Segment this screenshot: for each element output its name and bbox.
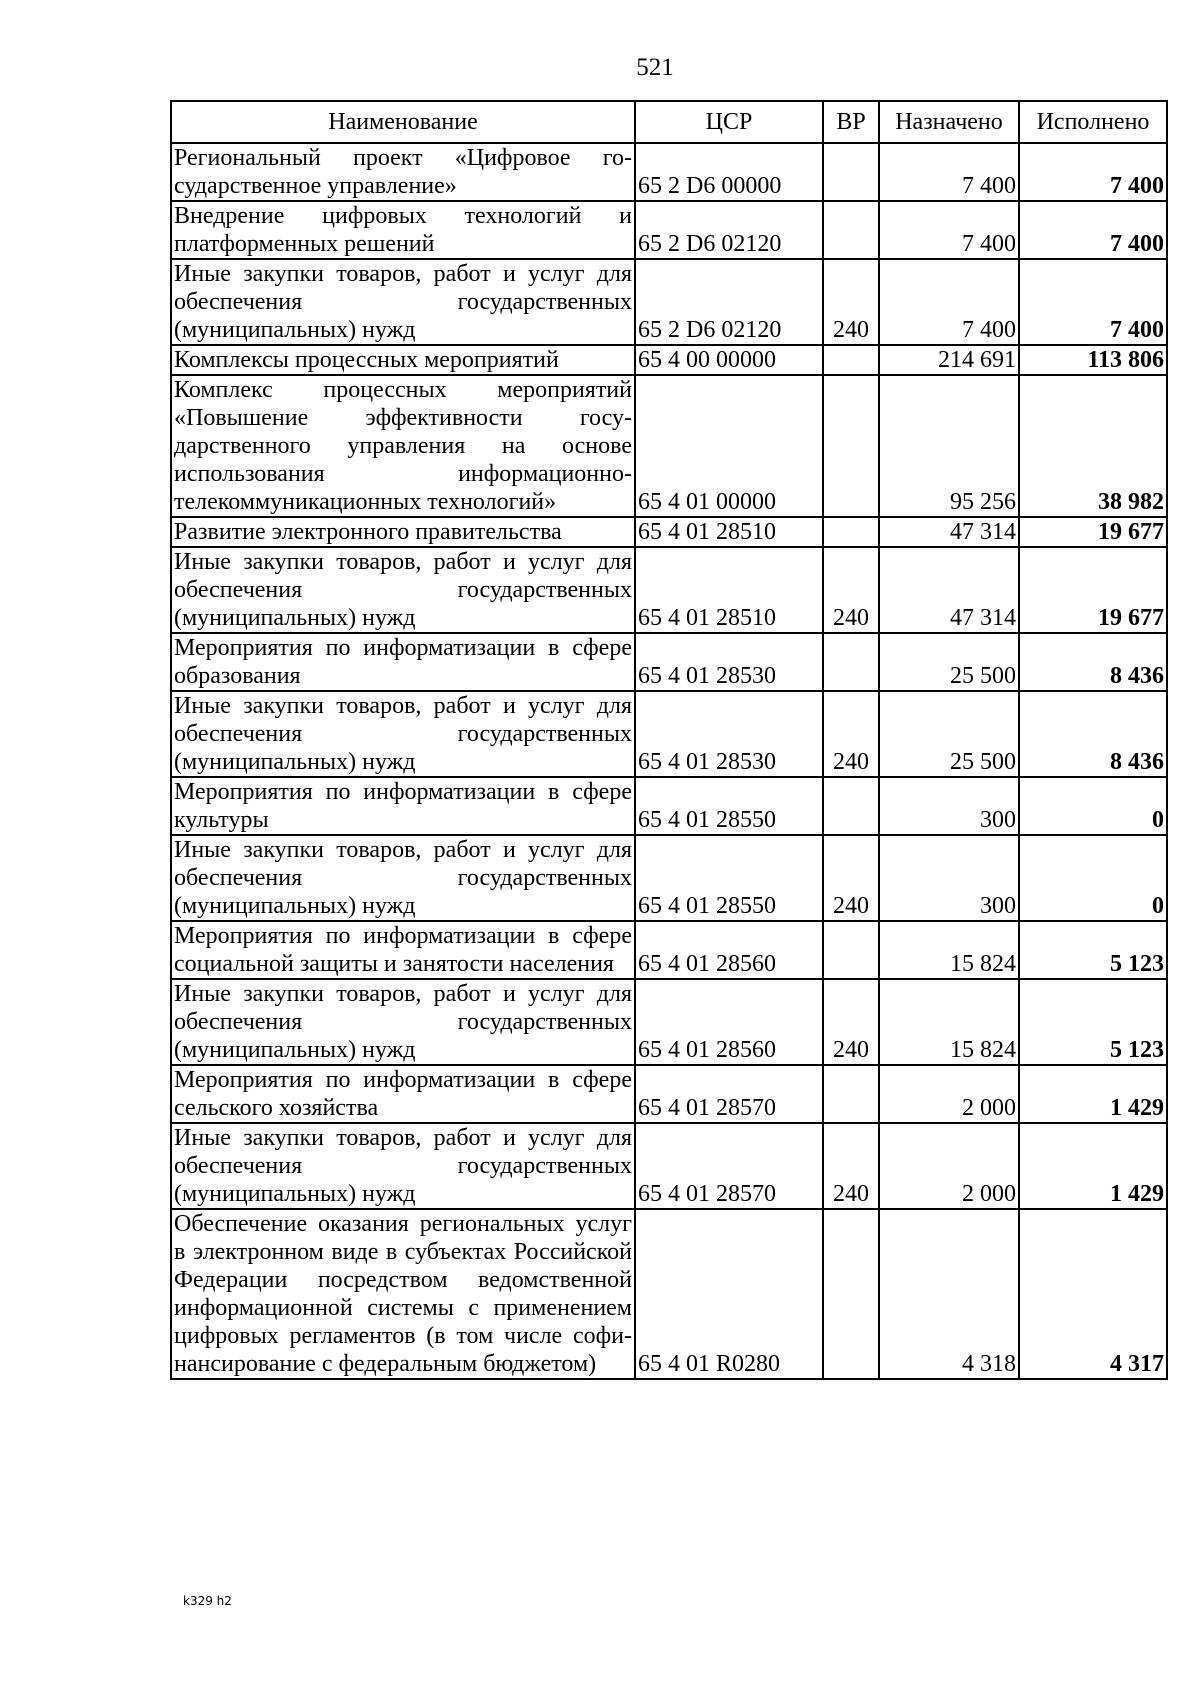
cell-vr: 240 (823, 1123, 879, 1209)
table-row (171, 259, 1167, 345)
cell-csr: 65 4 01 28560 (635, 979, 823, 1065)
table-header-row (171, 101, 1167, 143)
cell-name: Мероприятия по информатизации в сфере культуры (171, 777, 635, 835)
cell-name: Обеспечение оказания региональных услуг в электронном виде в субъектах Российской Федерации посредством ведомственной информационной системы с применением цифровых регламентов (в том числе софинансирование с федеральным бюджетом) (171, 1209, 635, 1379)
header-name: Наименование (171, 101, 635, 143)
cell-csr: 65 4 01 R0280 (635, 1209, 823, 1379)
footer-code: k329 h2 (183, 1594, 232, 1608)
cell-executed: 19 677 (1019, 547, 1167, 633)
cell-vr (823, 921, 879, 979)
table-row (171, 1123, 1167, 1209)
header-assigned: Назначено (879, 101, 1019, 143)
table-row (171, 777, 1167, 835)
cell-assigned: 2 000 (879, 1065, 1019, 1123)
cell-assigned: 2 000 (879, 1123, 1019, 1209)
cell-name: Иные закупки товаров, работ и услуг для обеспечения государственных (муниципальных) нужд (171, 547, 635, 633)
cell-vr (823, 375, 879, 517)
cell-csr: 65 4 01 28570 (635, 1123, 823, 1209)
cell-csr: 65 4 01 28530 (635, 633, 823, 691)
table-row (171, 1065, 1167, 1123)
cell-vr (823, 1209, 879, 1379)
cell-executed: 1 429 (1019, 1123, 1167, 1209)
cell-name: Мероприятия по информатизации в сфере образования (171, 633, 635, 691)
cell-csr: 65 4 01 28510 (635, 517, 823, 547)
cell-name: Развитие электронного правительства (171, 517, 635, 547)
cell-vr (823, 143, 879, 201)
cell-name: Внедрение цифровых технологий и платформенных решений (171, 201, 635, 259)
cell-name: Иные закупки товаров, работ и услуг для обеспечения государственных (муниципальных) нужд (171, 1123, 635, 1209)
cell-executed: 113 806 (1019, 345, 1167, 375)
cell-assigned: 7 400 (879, 143, 1019, 201)
header-executed: Исполнено (1019, 101, 1167, 143)
header-csr: ЦСР (635, 101, 823, 143)
cell-csr: 65 4 01 28530 (635, 691, 823, 777)
cell-csr: 65 4 01 28550 (635, 777, 823, 835)
cell-csr: 65 4 01 28560 (635, 921, 823, 979)
table-row (171, 375, 1167, 517)
cell-vr (823, 345, 879, 375)
cell-assigned: 47 314 (879, 547, 1019, 633)
table-row (171, 517, 1167, 547)
cell-vr: 240 (823, 979, 879, 1065)
cell-name: Иные закупки товаров, работ и услуг для обеспечения государственных (муниципальных) нужд (171, 691, 635, 777)
cell-assigned: 7 400 (879, 259, 1019, 345)
cell-name: Иные закупки товаров, работ и услуг для обеспечения государственных (муниципальных) нужд (171, 979, 635, 1065)
cell-assigned: 4 318 (879, 1209, 1019, 1379)
cell-csr: 65 2 D6 02120 (635, 201, 823, 259)
table-row (171, 633, 1167, 691)
cell-name: Комплекс процессных мероприятий «Повышение эффективности государственного управления на основе использования информационно-телекоммуникационных технологий» (171, 375, 635, 517)
cell-executed: 8 436 (1019, 691, 1167, 777)
cell-assigned: 95 256 (879, 375, 1019, 517)
cell-assigned: 300 (879, 777, 1019, 835)
cell-csr: 65 4 01 28510 (635, 547, 823, 633)
cell-executed: 1 429 (1019, 1065, 1167, 1123)
cell-csr: 65 2 D6 02120 (635, 259, 823, 345)
cell-vr (823, 201, 879, 259)
cell-name: Мероприятия по информатизации в сфере социальной защиты и занятости населения (171, 921, 635, 979)
cell-executed: 4 317 (1019, 1209, 1167, 1379)
table-row (171, 143, 1167, 201)
header-vr: ВР (823, 101, 879, 143)
cell-vr: 240 (823, 259, 879, 345)
page-number: 521 (636, 54, 674, 81)
cell-executed: 0 (1019, 835, 1167, 921)
cell-vr (823, 777, 879, 835)
cell-vr: 240 (823, 835, 879, 921)
cell-executed: 0 (1019, 777, 1167, 835)
cell-assigned: 300 (879, 835, 1019, 921)
cell-assigned: 15 824 (879, 921, 1019, 979)
cell-name: Региональный проект «Цифровое государственное управление» (171, 143, 635, 201)
cell-vr (823, 517, 879, 547)
cell-csr: 65 4 01 00000 (635, 375, 823, 517)
cell-vr (823, 633, 879, 691)
cell-name: Комплексы процессных мероприятий (171, 345, 635, 375)
cell-assigned: 15 824 (879, 979, 1019, 1065)
cell-executed: 7 400 (1019, 259, 1167, 345)
cell-name: Мероприятия по информатизации в сфере сельского хозяйства (171, 1065, 635, 1123)
cell-name: Иные закупки товаров, работ и услуг для обеспечения государственных (муниципальных) нужд (171, 259, 635, 345)
cell-executed: 38 982 (1019, 375, 1167, 517)
table-row (171, 345, 1167, 375)
table-row (171, 979, 1167, 1065)
cell-vr: 240 (823, 547, 879, 633)
table-body (171, 143, 1167, 1379)
cell-assigned: 25 500 (879, 633, 1019, 691)
cell-assigned: 25 500 (879, 691, 1019, 777)
cell-csr: 65 2 D6 00000 (635, 143, 823, 201)
budget-table (170, 100, 1168, 1380)
table-row (171, 691, 1167, 777)
cell-csr: 65 4 01 28570 (635, 1065, 823, 1123)
cell-executed: 5 123 (1019, 979, 1167, 1065)
cell-vr: 240 (823, 691, 879, 777)
cell-csr: 65 4 00 00000 (635, 345, 823, 375)
cell-assigned: 214 691 (879, 345, 1019, 375)
table-row (171, 921, 1167, 979)
cell-executed: 7 400 (1019, 201, 1167, 259)
cell-assigned: 47 314 (879, 517, 1019, 547)
cell-vr (823, 1065, 879, 1123)
table-row (171, 201, 1167, 259)
cell-assigned: 7 400 (879, 201, 1019, 259)
cell-executed: 5 123 (1019, 921, 1167, 979)
cell-csr: 65 4 01 28550 (635, 835, 823, 921)
cell-name: Иные закупки товаров, работ и услуг для обеспечения государственных (муниципальных) нужд (171, 835, 635, 921)
table-row (171, 835, 1167, 921)
cell-executed: 8 436 (1019, 633, 1167, 691)
table-row (171, 547, 1167, 633)
cell-executed: 19 677 (1019, 517, 1167, 547)
cell-executed: 7 400 (1019, 143, 1167, 201)
table-row (171, 1209, 1167, 1379)
